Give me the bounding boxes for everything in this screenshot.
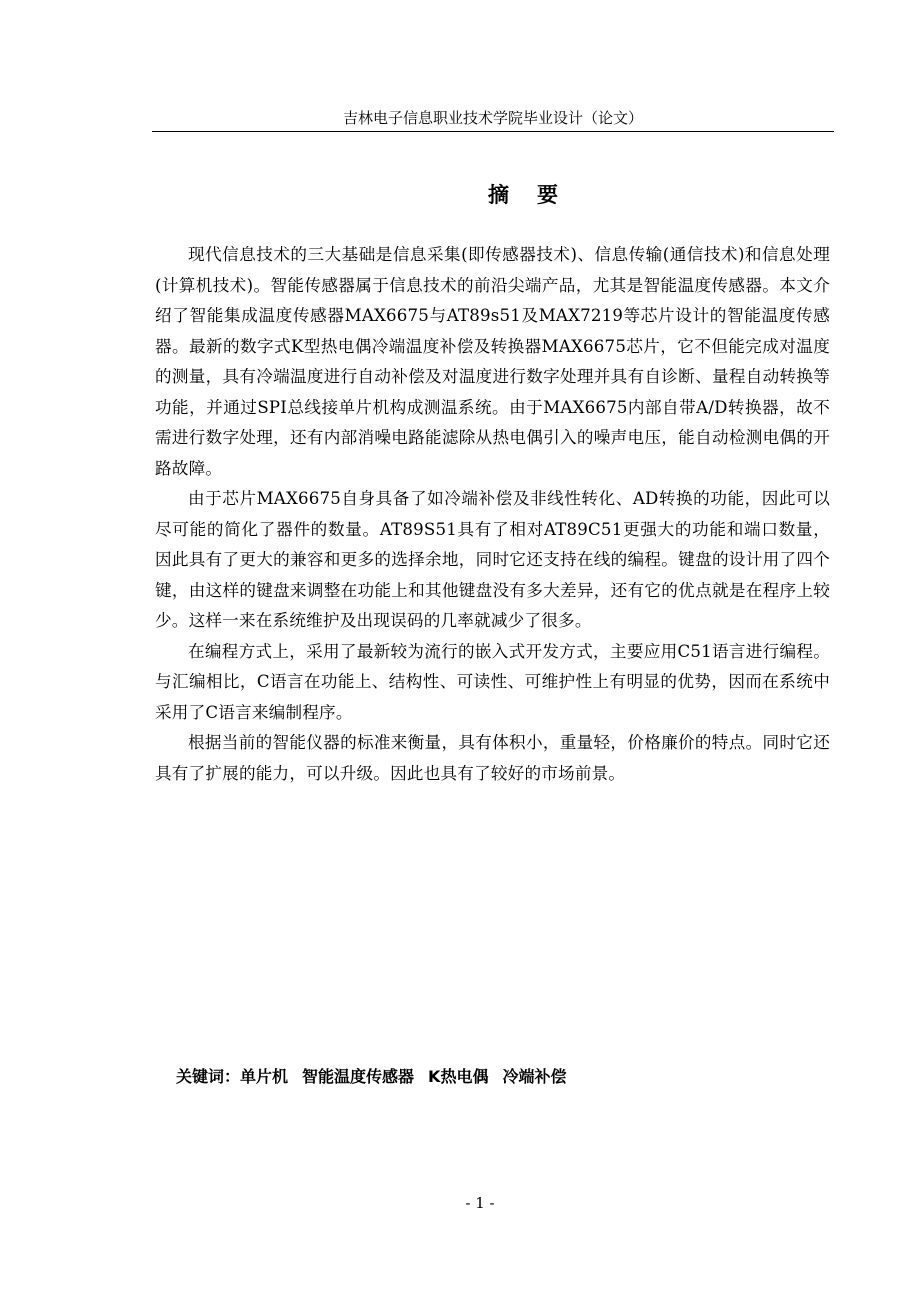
page-number: - 1 -: [465, 1194, 495, 1212]
paragraph: 现代信息技术的三大基础是信息采集(即传感器技术)、信息传输(通信技术)和信息处理(计算机技术)。智能传感器属于信息技术的前沿尖端产品，尤其是智能温度传感器。本文介绍了智能集成温度传感器MAX6675与AT89s51及MAX7219等芯片设计的智能温度传感器。最新的数字式K型热电偶冷端温度补偿及转换器MAX6675芯片，它不但能完成对温度的测量，具有冷端温度进行自动补偿及对温度进行数字处理并具有自诊断、量程自动转换等功能，并通过SPI总线接单片机构成测温系统。由于MAX6675内部自带A/D转换器，故不需进行数字处理，还有内部消噪电路能滤除从热电偶引入的噪声电压，能自动检测电偶的开路故障。: [155, 245, 831, 478]
paragraph: 根据当前的智能仪器的标准来衡量，具有体积小，重量轻，价格廉价的特点。同时它还具有了扩展的能力，可以升级。因此也具有了较好的市场前景。: [155, 733, 830, 783]
keywords-label: 关键词：: [176, 1067, 241, 1086]
header-rule: [152, 131, 834, 132]
abstract-body: [155, 240, 830, 789]
paragraph: 在编程方式上，采用了最新较为流行的嵌入式开发方式，主要应用C51语言进行编程。与汇编相比，C语言在功能上、结构性、可读性、可维护性上有明显的优势，因而在系统中采用了C语言来编制程序。: [155, 641, 830, 722]
paragraph: 由于芯片MAX6675自身具备了如冷端补偿及非线性转化、AD转换的功能，因此可以尽可能的简化了器件的数量。AT89S51具有了相对AT89C51更强大的功能和端口数量，因此具有了更大的兼容和更多的选择余地，同时它还支持在线的编程。键盘的设计用了四个键，由这样的键盘来调整在功能上和其他键盘没有多大差异，还有它的优点就是在程序上较少。这样一来在系统维护及出现误码的几率就减少了很多。: [155, 489, 830, 630]
keyword: 冷端补偿: [502, 1067, 567, 1086]
keyword: 单片机: [240, 1067, 289, 1086]
page-header: 吉林电子信息职业技术学院毕业设计（论文）: [342, 109, 643, 127]
keyword: K热电偶: [428, 1067, 489, 1086]
abstract-title: 摘要: [488, 182, 586, 207]
keywords-line: [176, 1065, 566, 1089]
keyword: 智能温度传感器: [302, 1067, 415, 1086]
